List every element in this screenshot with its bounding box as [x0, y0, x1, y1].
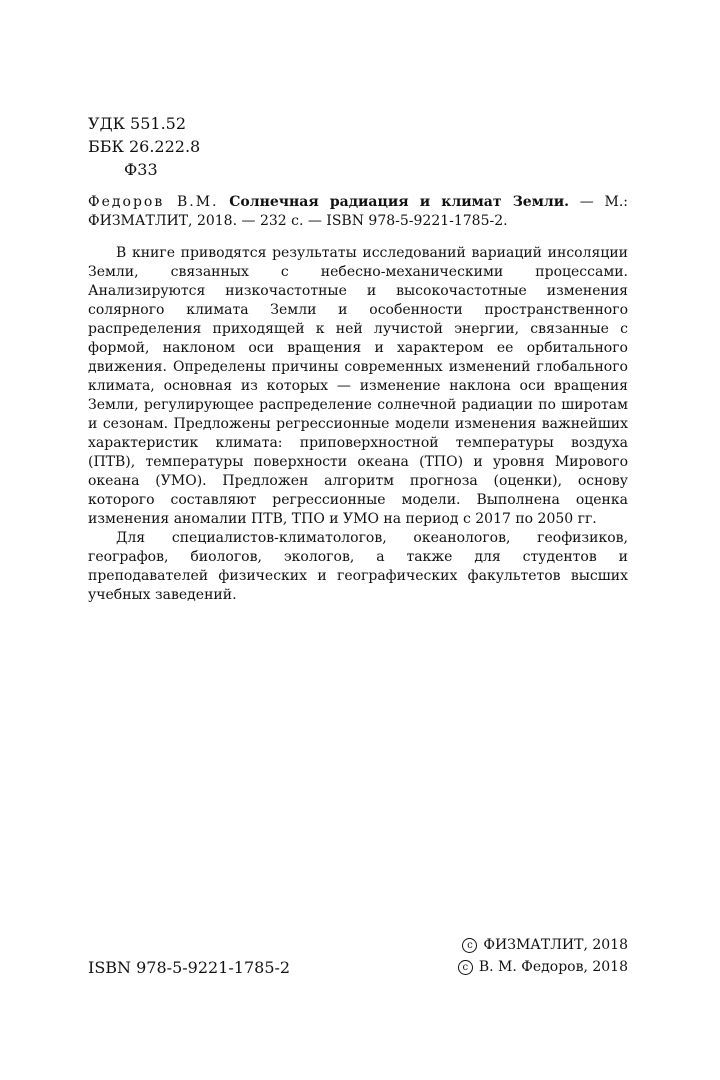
- copyright-line-publisher: [458, 934, 628, 956]
- abstract: [88, 244, 628, 605]
- abstract-paragraph-2: Для специалистов-климатологов, океанологов, геофизиков, географов, биологов, экологов, а также для студентов и преподавателей физических и географических факультетов высших учебных заведений.: [88, 530, 628, 603]
- copyright-block: [458, 934, 628, 978]
- author-name: Федоров В.М.: [88, 194, 219, 210]
- copyright-author: В. М. Федоров, 2018: [478, 959, 628, 975]
- imprint-info: — М.: ФИЗМАТЛИТ, 2018. — 232 с. — ISBN 978-5-9221-1785-2.: [88, 194, 629, 229]
- bibliographic-record: [88, 193, 628, 231]
- book-title: Солнечная радиация и климат Земли.: [229, 194, 570, 210]
- copyright-icon: c: [458, 960, 473, 975]
- copyright-publisher: ФИЗМАТЛИТ, 2018: [483, 937, 628, 953]
- copyright-icon: c: [462, 938, 477, 953]
- udk-code: УДК 551.52: [88, 114, 187, 133]
- abstract-paragraph-1: В книге приводятся результаты исследований вариаций инсоляции Земли, связанных с небесно-механическими процессами. Анализируются низкочастотные и высокочастотные изменения солярного климата Земли и особенности пространственного распределения приходящей к ней лучистой энергии, связанные с формой, наклоном оси вращения и характером ее орбитального движения. Определены причины современных изменений глобального климата, основная из которых — изменение наклона оси вращения Земли, регулирующее распределение солнечной радиации по широтам и сезонам. Предложены регрессионные модели изменения важнейших характеристик климата: приповерхностной температуры воздуха (ПТВ), температуры поверхности океана (ТПО) и уровня Мирового океана (УМО). Предложен алгоритм прогноза (оценки), основу которого составляют регрессионные модели. Выполнена оценка изменения аномалии ПТВ, ТПО и УМО на период с 2017 по 2050 гг.: [88, 245, 628, 527]
- copyright-line-author: [458, 956, 628, 978]
- bbk-code: ББК 26.222.8: [88, 137, 201, 156]
- author-mark: Ф33: [124, 160, 158, 179]
- classification-codes: [88, 112, 200, 181]
- isbn: ISBN 978-5-9221-1785-2: [88, 958, 291, 977]
